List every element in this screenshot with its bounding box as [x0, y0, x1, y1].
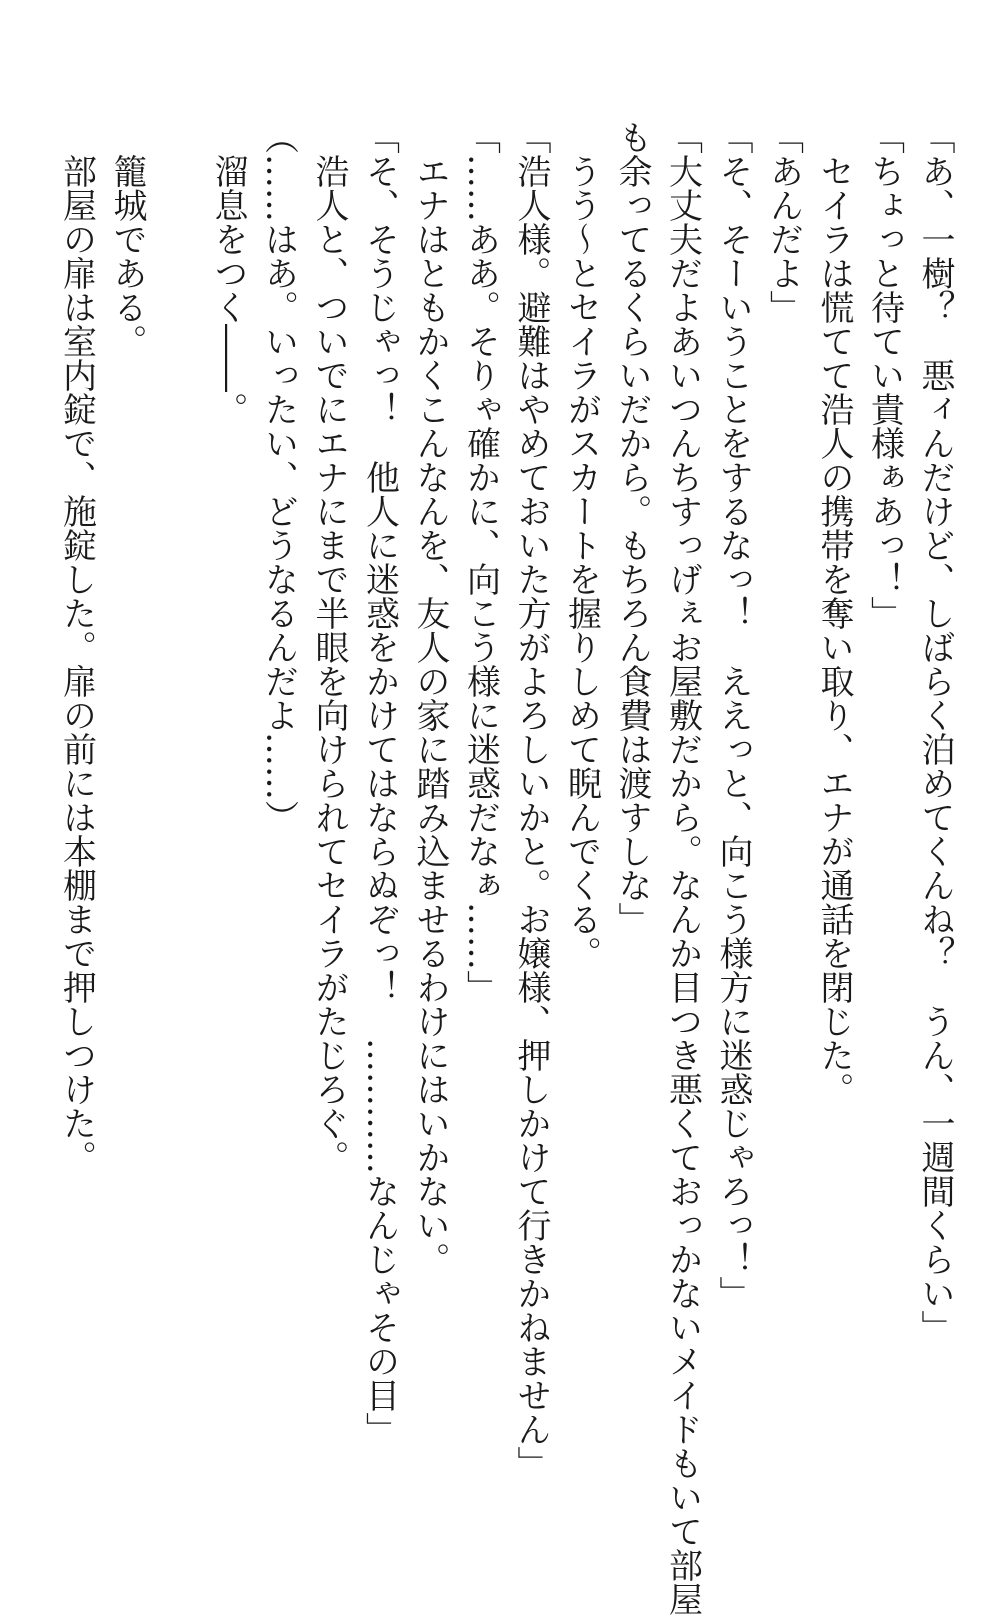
text-line-4: 「あんだよ」 [763, 120, 804, 324]
text-line-7: も余ってるくらいだから。もちろん食費は渡すしな」 [612, 120, 652, 936]
text-line-16: 籠城である。 [107, 120, 147, 358]
text-line-15: 溜息をつく――。 [208, 120, 248, 426]
text-line-5: 「そ、そーいうことをするなっ！ ええっと、向こう様方に迷惑じゃろっ！」 [713, 120, 753, 1310]
text-line-2: 「ちょっと待てい貴様ぁあっ！」 [864, 120, 905, 630]
text-line-13: 浩人と、ついでにエナにまで半眼を向けられてセイラがたじろぐ。 [309, 120, 349, 1174]
section-break [152, 120, 203, 1380]
text-line-3: セイラは慌てて浩人の携帯を奪い取り、エナが通話を閉じた。 [814, 120, 854, 1106]
text-line-11: エナはともかくこんなんを、友人の家に踏み込ませるわけにはいかない。 [410, 120, 450, 1276]
text-line-9: 「浩人様。避難はやめておいた方がよろしいかと。お嬢様、押しかけて行きかねません」 [511, 120, 551, 1480]
text-line-10: 「……ああ。そりゃ確かに、向こう様に迷惑だなぁ……」 [460, 120, 501, 1004]
text-line-1: 「あ、一樹？ 悪ィんだけど、しばらく泊めてくんね？ うん、一週間くらい」 [915, 120, 955, 1344]
text-line-6: 「大丈夫だよあいつんちすっげぇお屋敷だから。なんか目つき悪くておっかないメイドもいて部屋 [662, 120, 703, 1616]
text-line-14: （……はあ。いったい、どうなるんだよ……） [258, 120, 299, 834]
vertical-text-body [51, 120, 960, 1616]
text-line-8: うう～とセイラがスカートを握りしめて睨んでくる。 [561, 120, 602, 970]
text-line-17: 部屋の扉は室内錠で、施錠した。扉の前には本棚まで押しつけた。 [56, 120, 97, 1174]
text-line-12: 「そ、そうじゃっ！ 他人に迷惑をかけてはならぬぞっ！ …………なんじゃその目」 [359, 120, 400, 1446]
